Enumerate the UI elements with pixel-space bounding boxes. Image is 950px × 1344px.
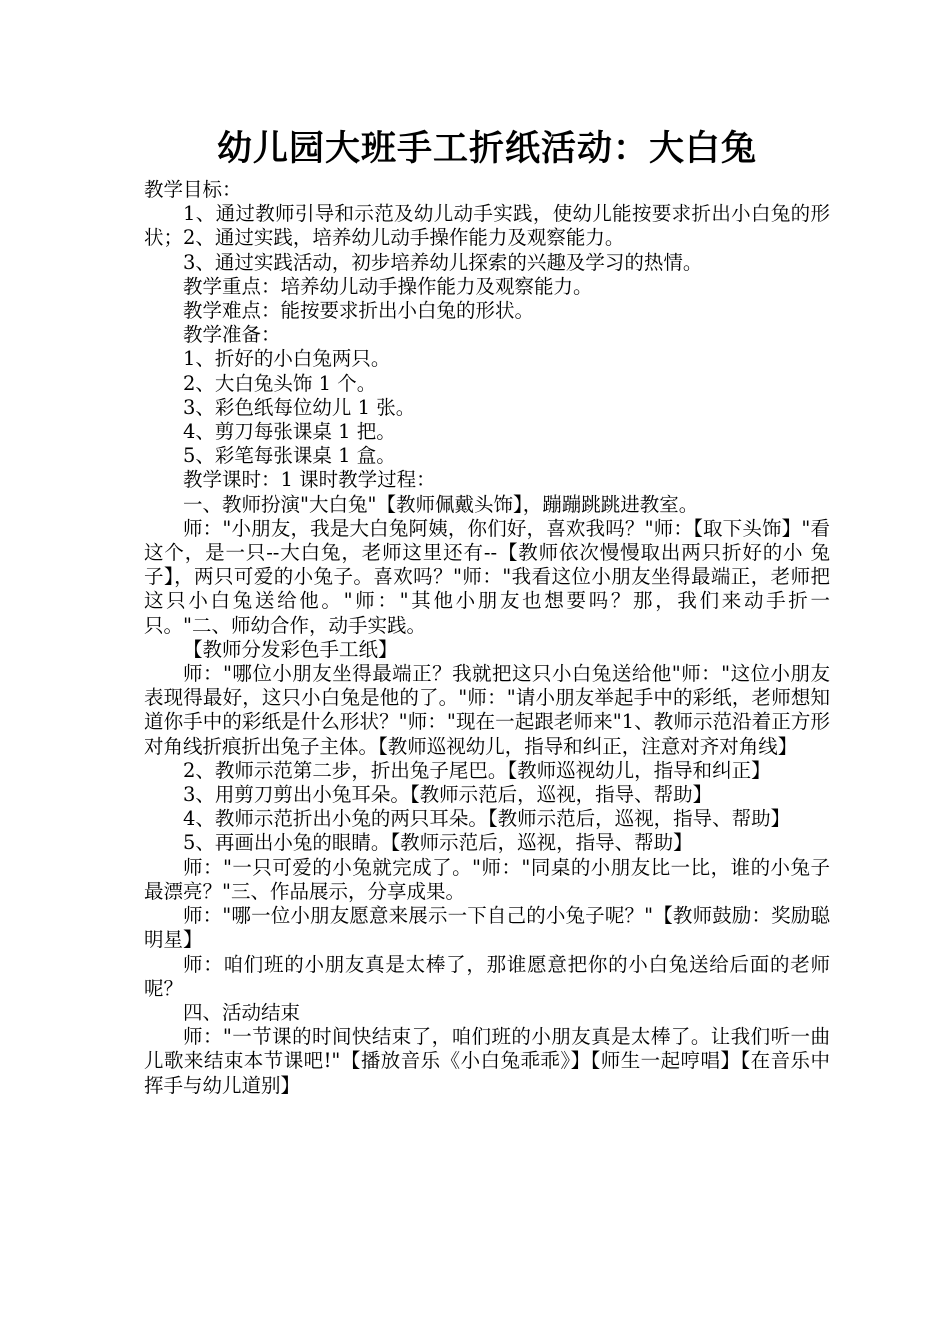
paragraph: 师："一节课的时间快结束了，咱们班的小朋友真是太棒了。让我们听一曲儿歌来结束本节课吧!"【播放音乐《小白兔乖乖》】【师生一起哼唱】【在音乐中挥手与幼儿道别】 <box>144 1025 830 1097</box>
document-title: 幼儿园大班手工折纸活动：大白兔 <box>216 128 757 169</box>
paragraph: 师："小朋友，我是大白兔阿姨，你们好，喜欢我吗？"师：【取下头饰】"看这个，是一只--大白兔，老师这里还有--【教师依次慢慢取出两只折好的小 兔子】，两只可爱的小兔子。喜欢吗？"师："我看这位小朋友坐得最端正，老师把这只小白兔送给他。"师："其他小朋友也想要吗？那，我们来动手折一只。"二、师幼合作，动手实践。 <box>144 516 830 637</box>
paragraph: 教学准备： <box>183 323 281 347</box>
paragraph: 1、折好的小白兔两只。 <box>183 347 391 371</box>
paragraph: 4、剪刀每张课桌 1 把。 <box>183 420 396 444</box>
paragraph: 师："一只可爱的小兔就完成了。"师："同桌的小朋友比一比，谁的小兔子最漂亮？"三、作品展示，分享成果。 <box>144 855 830 903</box>
paragraph: 2、大白兔头饰 1 个。 <box>183 371 377 395</box>
paragraph: 师：咱们班的小朋友真是太棒了，那谁愿意把你的小白兔送给后面的老师呢？ <box>144 952 830 1000</box>
paragraph: 师："哪位小朋友坐得最端正？我就把这只小白兔送给他"师："这位小朋友表现得最好，这只小白兔是他的了。"师："请小朋友举起手中的彩纸，老师想知道你手中的彩纸是什么形状？"师："现在一起跟老师来"1、教师示范沿着正方形对角线折痕折出兔子主体。【教师巡视幼儿，指导和纠正，注意对齐对角线】 <box>144 662 830 758</box>
paragraph: 3、通过实践活动，初步培养幼儿探索的兴趣及学习的热情。 <box>183 250 703 274</box>
paragraph: 师："哪一位小朋友愿意来展示一下自己的小兔子呢？"【教师鼓励：奖励聪明星】 <box>144 904 830 952</box>
paragraph: 5、彩笔每张课桌 1 盒。 <box>183 444 396 468</box>
document-body <box>144 178 830 1098</box>
paragraph: 1、通过教师引导和示范及幼儿动手实践，使幼儿能按要求折出小白兔的形状；2、通过实践，培养幼儿动手操作能力及观察能力。 <box>144 202 830 250</box>
paragraph: 教学课时：1 课时教学过程： <box>183 468 436 492</box>
paragraph: 教学目标： <box>144 178 242 201</box>
paragraph: 四、活动结束 <box>183 1000 301 1024</box>
paragraph: 【教师分发彩色手工纸】 <box>183 637 398 661</box>
paragraph: 2、教师示范第二步，折出兔子尾巴。【教师巡视幼儿，指导和纠正】 <box>183 758 771 782</box>
paragraph: 一、教师扮演"大白兔"【教师佩戴头饰】，蹦蹦跳跳进教室。 <box>183 492 699 516</box>
paragraph: 3、彩色纸每位幼儿 1 张。 <box>183 395 416 419</box>
paragraph: 4、教师示范折出小兔的两只耳朵。【教师示范后，巡视，指导、帮助】 <box>183 807 791 831</box>
paragraph: 3、用剪刀剪出小兔耳朵。【教师示范后，巡视，指导、帮助】 <box>183 783 713 807</box>
paragraph: 教学重点：培养幼儿动手操作能力及观察能力。 <box>183 274 593 298</box>
paragraph: 教学难点：能按要求折出小白兔的形状。 <box>183 299 535 323</box>
paragraph: 5、再画出小兔的眼睛。【教师示范后，巡视，指导、帮助】 <box>183 831 693 855</box>
